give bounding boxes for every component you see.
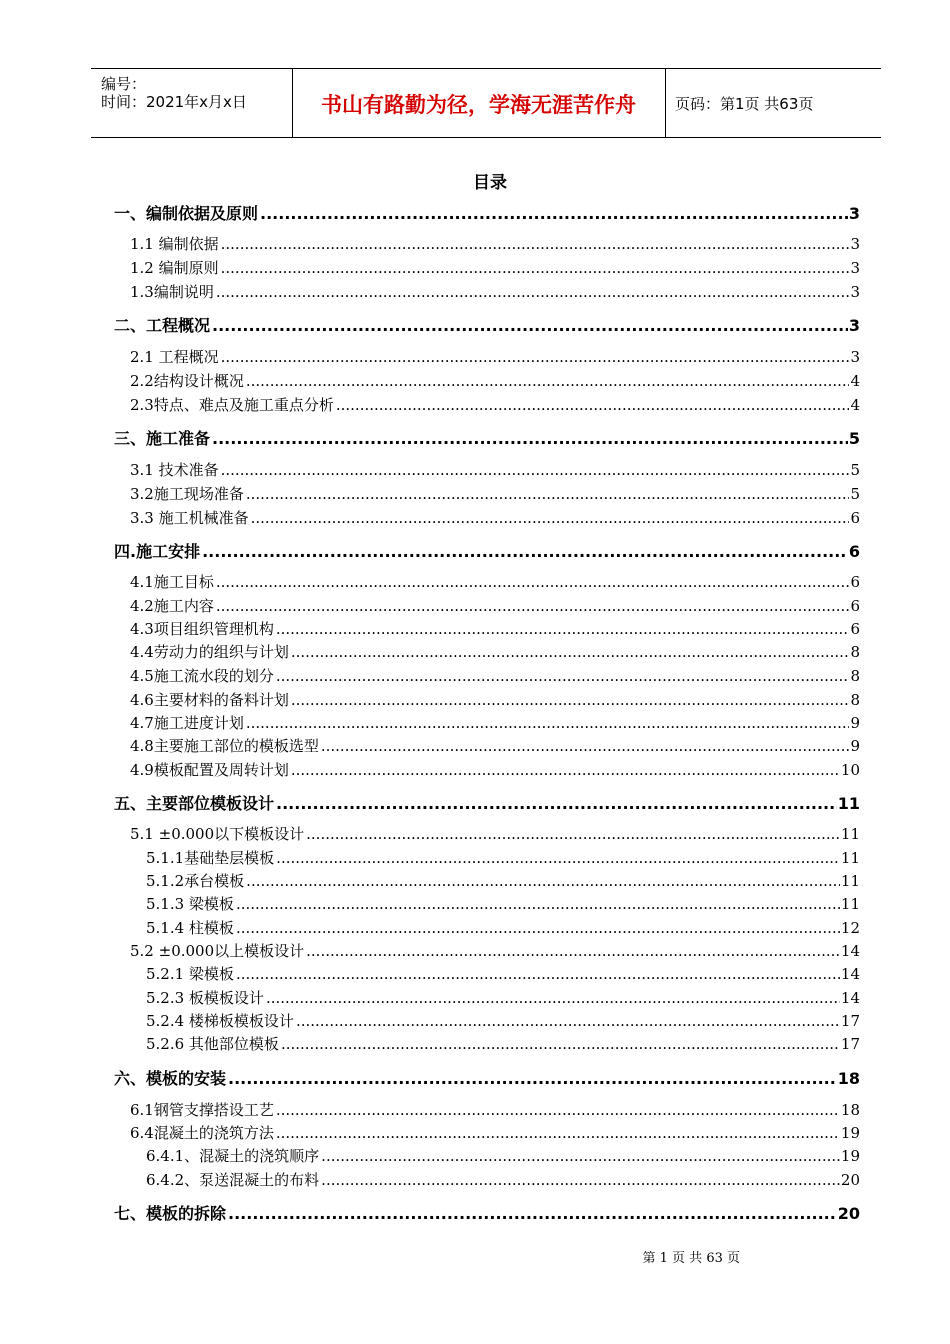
toc-leader-dots: [212, 429, 848, 448]
toc-entry[interactable]: [130, 759, 860, 780]
toc-entry-label: 2.2结构设计概况: [130, 372, 244, 390]
toc-entry[interactable]: [146, 963, 860, 984]
toc-entry[interactable]: [130, 823, 860, 844]
toc-entry-page: 6: [850, 509, 860, 527]
toc-entry-page: 3: [848, 316, 860, 335]
toc-entry[interactable]: [114, 539, 860, 562]
toc-entry-label: 4.1施工目标: [130, 573, 214, 591]
toc-leader-dots: [246, 872, 840, 890]
toc-leader-dots: [236, 895, 840, 913]
toc-entry-label: 5.1.3 梁模板: [146, 895, 234, 913]
toc-entry-label: 3.3 施工机械准备: [130, 509, 249, 527]
toc-entry-label: 6.4混凝土的浇筑方法: [130, 1124, 274, 1142]
toc-entry[interactable]: [146, 987, 860, 1008]
toc-leader-dots: [276, 667, 850, 685]
toc-entry[interactable]: [146, 847, 860, 868]
toc-entry[interactable]: [146, 1169, 860, 1190]
toc-entry-label: 6.4.2、泵送混凝土的布料: [146, 1171, 320, 1189]
toc-entry[interactable]: [130, 571, 860, 592]
toc-leader-dots: [306, 825, 840, 843]
toc-entry-label: 四.施工安排: [114, 542, 201, 561]
toc-entry-label: 5.1.2承台模板: [146, 872, 245, 890]
toc-entry-label: 1.1 编制依据: [130, 235, 219, 253]
toc-entry[interactable]: [146, 893, 860, 914]
toc-entry-page: 20: [837, 1204, 860, 1223]
toc-entry[interactable]: [130, 1099, 860, 1120]
toc-leader-dots: [281, 1035, 840, 1053]
toc-entry-label: 5.2 ±0.000以上模板设计: [130, 942, 305, 960]
toc-entry-label: 6.1钢管支撑搭设工艺: [130, 1101, 274, 1119]
toc-entry[interactable]: [146, 1033, 860, 1054]
toc-entry-label: 2.1 工程概况: [130, 348, 219, 366]
toc-entry-label: 1.2 编制原则: [130, 259, 219, 277]
toc-leader-dots: [260, 204, 848, 223]
toc-entry-page: 3: [850, 235, 860, 253]
toc-entry-page: 8: [850, 667, 860, 685]
toc-entry[interactable]: [130, 618, 860, 639]
toc-entry-label: 4.6主要材料的备料计划: [130, 691, 289, 709]
document-time-label: 时间：2021年x月x日: [101, 93, 247, 111]
toc-title: 目录: [473, 173, 507, 193]
toc-entry[interactable]: [130, 735, 860, 756]
page-footer: 第 1 页 共 63 页: [642, 1251, 740, 1266]
toc-entry[interactable]: [146, 1145, 860, 1166]
toc-entry-label: 4.3项目组织管理机构: [130, 620, 274, 638]
toc-entry-label: 七、模板的拆除: [114, 1204, 227, 1223]
toc-entry[interactable]: [130, 507, 860, 528]
toc-entry[interactable]: [130, 712, 860, 733]
toc-entry[interactable]: [130, 281, 860, 302]
toc-entry-page: 9: [850, 714, 860, 732]
toc-leader-dots: [212, 316, 848, 335]
toc-entry[interactable]: [114, 1066, 860, 1089]
toc-entry-page: 3: [850, 259, 860, 277]
toc-entry-page: 3: [850, 348, 860, 366]
toc-entry-page: 6: [850, 597, 860, 615]
toc-leader-dots: [202, 542, 848, 561]
toc-entry-label: 一、编制依据及原则: [114, 204, 259, 223]
toc-entry[interactable]: [130, 595, 860, 616]
header-motto: 书山有路勤为径，学海无涯苦作舟: [321, 92, 636, 117]
toc-entry[interactable]: [130, 233, 860, 254]
toc-leader-dots: [321, 737, 850, 755]
toc-entry-page: 6: [848, 542, 860, 561]
toc-entry-label: 4.5施工流水段的划分: [130, 667, 274, 685]
toc-entry[interactable]: [130, 641, 860, 662]
toc-entry-label: 三、施工准备: [114, 429, 211, 448]
toc-entry-page: 18: [837, 1069, 860, 1088]
toc-entry-label: 5.2.6 其他部位模板: [146, 1035, 279, 1053]
toc-entry[interactable]: [130, 483, 860, 504]
toc-entry[interactable]: [130, 394, 860, 415]
document-number-label: 编号：: [101, 75, 147, 93]
toc-leader-dots: [246, 485, 850, 503]
toc-entry[interactable]: [114, 1201, 860, 1224]
toc-entry[interactable]: [130, 346, 860, 367]
toc-leader-dots: [276, 849, 840, 867]
toc-leader-dots: [216, 573, 850, 591]
toc-entry-label: 4.9模板配置及周转计划: [130, 761, 289, 779]
toc-entry-label: 5.1 ±0.000以下模板设计: [130, 825, 305, 843]
toc-leader-dots: [291, 761, 840, 779]
toc-entry[interactable]: [146, 870, 860, 891]
toc-leader-dots: [321, 1171, 840, 1189]
toc-leader-dots: [276, 1101, 840, 1119]
toc-leader-dots: [236, 919, 840, 937]
toc-entry-page: 12: [840, 919, 860, 937]
toc-leader-dots: [216, 597, 850, 615]
toc-entry[interactable]: [130, 940, 860, 961]
toc-entry-label: 二、工程概况: [114, 316, 211, 335]
toc-leader-dots: [221, 235, 850, 253]
toc-entry[interactable]: [130, 459, 860, 480]
toc-entry-page: 14: [840, 942, 860, 960]
toc-entry-page: 17: [840, 1012, 860, 1030]
toc-entry-page: 11: [837, 794, 860, 813]
toc-entry[interactable]: [146, 1010, 860, 1031]
toc-entry[interactable]: [130, 257, 860, 278]
toc-entry[interactable]: [146, 917, 860, 938]
toc-entry-page: 3: [848, 204, 860, 223]
toc-leader-dots: [321, 1147, 840, 1165]
toc-entry-page: 4: [850, 372, 860, 390]
toc-leader-dots: [306, 942, 840, 960]
toc-entry-page: 20: [840, 1171, 860, 1189]
toc-entry-page: 14: [840, 989, 860, 1007]
toc-entry-page: 19: [840, 1124, 860, 1142]
toc-entry[interactable]: [130, 1122, 860, 1143]
toc-leader-dots: [221, 348, 850, 366]
toc-entry-page: 17: [840, 1035, 860, 1053]
toc-entry-page: 10: [840, 761, 860, 779]
toc-entry[interactable]: [114, 791, 860, 814]
toc-entry-label: 5.1.4 柱模板: [146, 919, 234, 937]
toc-entry-label: 4.8主要施工部位的模板选型: [130, 737, 319, 755]
toc-entry-page: 6: [850, 573, 860, 591]
toc-entry-label: 五、主要部位模板设计: [114, 794, 275, 813]
toc-entry-label: 3.2施工现场准备: [130, 485, 244, 503]
header-page-label: 页码：第1页 共63页: [675, 95, 814, 113]
toc-entry-label: 4.7施工进度计划: [130, 714, 244, 732]
toc-entry[interactable]: [130, 689, 860, 710]
toc-entry-page: 5: [850, 485, 860, 503]
toc-leader-dots: [221, 461, 850, 479]
toc-entry[interactable]: [114, 313, 860, 336]
toc-entry-label: 3.1 技术准备: [130, 461, 219, 479]
toc-entry-label: 4.4劳动力的组织与计划: [130, 643, 289, 661]
toc-entry-label: 4.2施工内容: [130, 597, 214, 615]
toc-entry-page: 18: [840, 1101, 860, 1119]
toc-leader-dots: [266, 989, 840, 1007]
toc-entry-page: 9: [850, 737, 860, 755]
toc-entry-label: 六、模板的安装: [114, 1069, 227, 1088]
toc-entry-label: 5.2.3 板模板设计: [146, 989, 264, 1007]
toc-leader-dots: [291, 691, 850, 709]
toc-entry-page: 6: [850, 620, 860, 638]
toc-entry[interactable]: [114, 426, 860, 449]
toc-entry-page: 4: [850, 396, 860, 414]
toc-entry-page: 11: [840, 849, 860, 867]
toc-leader-dots: [251, 509, 850, 527]
toc-leader-dots: [228, 1204, 837, 1223]
toc-entry-label: 2.3特点、难点及施工重点分析: [130, 396, 334, 414]
toc-entry-page: 19: [840, 1147, 860, 1165]
toc-leader-dots: [216, 283, 850, 301]
toc-entry-page: 3: [850, 283, 860, 301]
toc-entry-label: 5.2.4 楼梯板模板设计: [146, 1012, 294, 1030]
toc-leader-dots: [291, 643, 850, 661]
toc-entry-page: 8: [850, 643, 860, 661]
toc-leader-dots: [276, 1124, 840, 1142]
toc-leader-dots: [296, 1012, 840, 1030]
toc-leader-dots: [221, 259, 850, 277]
toc-entry-label: 6.4.1、混凝土的浇筑顺序: [146, 1147, 320, 1165]
toc-entry-page: 5: [848, 429, 860, 448]
toc-leader-dots: [228, 1069, 837, 1088]
toc-leader-dots: [276, 620, 850, 638]
toc-entry-label: 1.3编制说明: [130, 283, 214, 301]
toc-entry-page: 11: [840, 825, 860, 843]
toc-entry-page: 11: [840, 895, 860, 913]
toc-leader-dots: [246, 714, 850, 732]
toc-entry[interactable]: [130, 370, 860, 391]
toc-entry[interactable]: [114, 201, 860, 224]
toc-entry[interactable]: [130, 665, 860, 686]
toc-leader-dots: [236, 965, 840, 983]
toc-entry-label: 5.1.1基础垫层模板: [146, 849, 275, 867]
toc-entry-page: 11: [840, 872, 860, 890]
toc-leader-dots: [336, 396, 850, 414]
toc-entry-page: 5: [850, 461, 860, 479]
toc-leader-dots: [246, 372, 850, 390]
toc-leader-dots: [276, 794, 837, 813]
toc-entry-page: 8: [850, 691, 860, 709]
toc-entry-label: 5.2.1 梁模板: [146, 965, 234, 983]
toc-entry-page: 14: [840, 965, 860, 983]
